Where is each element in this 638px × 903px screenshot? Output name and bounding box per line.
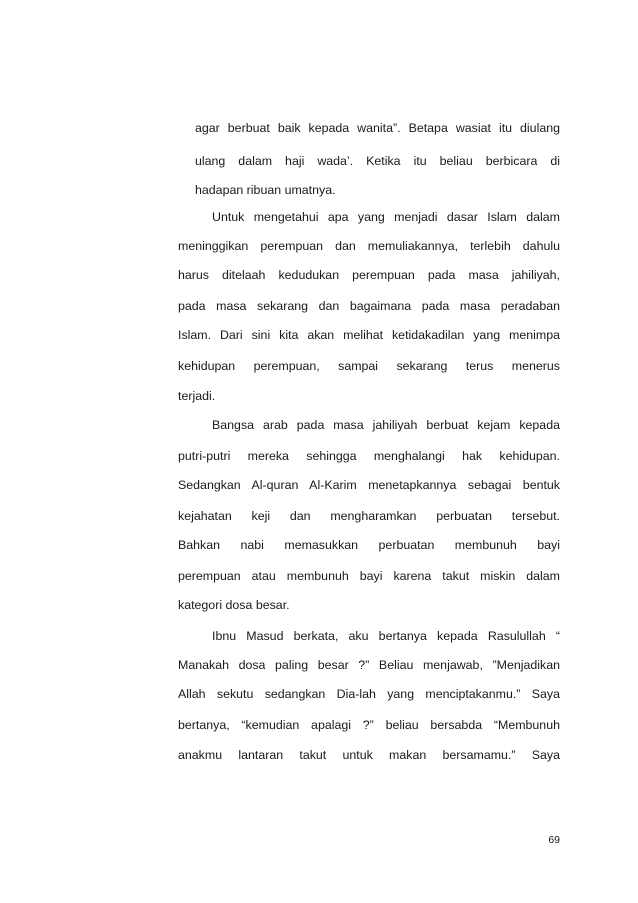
text-line: harus ditelaah kedudukan perempuan pada masa jahiliyah, xyxy=(178,268,560,282)
text-line: bertanya, “kemudian apalagi ?” beliau bersabda “Membunuh xyxy=(178,718,560,732)
text-line: perempuan atau membunuh bayi karena takut miskin dalam xyxy=(178,569,560,583)
text-line: Bangsa arab pada masa jahiliyah berbuat kejam kepada xyxy=(212,418,560,432)
page-number: 69 xyxy=(548,834,560,846)
text-line: kategori dosa besar. xyxy=(178,598,290,612)
text-line: agar berbuat baik kepada wanita”. Betapa wasiat itu diulang xyxy=(195,121,560,135)
text-line: terjadi. xyxy=(178,389,216,403)
text-line: pada masa sekarang dan bagaimana pada masa peradaban xyxy=(178,299,560,313)
text-line: meninggikan perempuan dan memuliakannya, terlebih dahulu xyxy=(178,239,560,253)
text-line: Untuk mengetahui apa yang menjadi dasar Islam dalam xyxy=(212,210,560,224)
text-line: Ibnu Masud berkata, aku bertanya kepada Rasulullah “ xyxy=(212,629,560,643)
text-line: hadapan ribuan umatnya. xyxy=(195,183,336,197)
text-line: Manakah dosa paling besar ?” Beliau menjawab, ”Menjadikan xyxy=(178,658,560,672)
text-line: anakmu lantaran takut untuk makan bersamamu.” Saya xyxy=(178,748,560,762)
text-line: kehidupan perempuan, sampai sekarang terus menerus xyxy=(178,359,560,373)
text-line: putri-putri mereka sehingga menghalangi hak kehidupan. xyxy=(178,449,560,463)
text-line: Islam. Dari sini kita akan melihat ketidakadilan yang menimpa xyxy=(178,328,560,342)
text-line: Bahkan nabi memasukkan perbuatan membunuh bayi xyxy=(178,538,560,552)
text-line: kejahatan keji dan mengharamkan perbuatan tersebut. xyxy=(178,509,560,523)
text-line: ulang dalam haji wada’. Ketika itu beliau berbicara di xyxy=(195,154,560,168)
text-line: Sedangkan Al-quran Al-Karim menetapkannya sebagai bentuk xyxy=(178,478,560,492)
text-line: Allah sekutu sedangkan Dia-lah yang menciptakanmu.” Saya xyxy=(178,687,560,701)
